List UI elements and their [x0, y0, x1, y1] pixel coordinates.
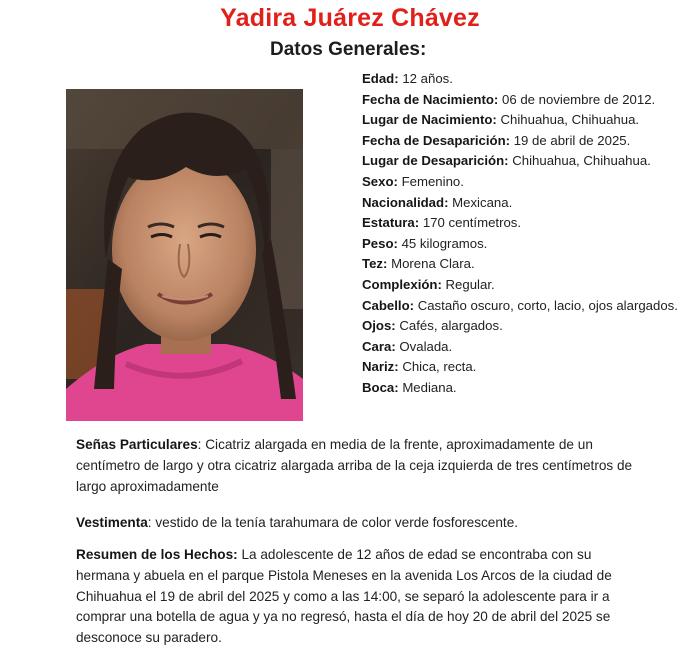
field-label: Cara:: [362, 338, 396, 354]
field-value: Mediana.: [402, 379, 457, 395]
field-row: [362, 110, 692, 131]
incident-summary-label: Resumen de los Hechos:: [76, 547, 238, 562]
clothing-text: : vestido de la tenía tarahumara de color verde fosforescente.: [147, 515, 519, 530]
field-value: Castaño oscuro, corto, lacio, ojos alargados.: [417, 297, 678, 313]
field-value: 170 centímetros.: [422, 215, 522, 231]
field-row: [362, 151, 692, 172]
field-label: Lugar de Nacimiento:: [362, 112, 497, 128]
field-row: [362, 357, 692, 378]
field-label: Nariz:: [362, 359, 399, 375]
field-row: [362, 337, 692, 358]
field-row: [362, 316, 692, 337]
clothing: [76, 513, 636, 534]
field-row: [362, 69, 692, 90]
distinguishing-marks: [76, 435, 636, 497]
field-value: Cafés, alargados.: [399, 318, 503, 334]
field-label: Edad:: [362, 71, 399, 86]
field-row: [362, 172, 692, 193]
field-value: 12 años.: [402, 71, 453, 86]
distinguishing-marks-text: : Cicatriz alargada en media de la frente, aproximadamente de un centímetro de largo y otra cicatriz alargada arriba de la ceja izquierda de tres centímetros de largo aproximadamente: [76, 437, 633, 494]
field-label: Ojos:: [362, 318, 396, 334]
field-value: Chica, recta.: [402, 359, 477, 375]
field-row: [362, 254, 692, 275]
field-label: Peso:: [362, 235, 398, 251]
field-row: [362, 131, 692, 152]
field-label: Boca:: [362, 379, 399, 395]
field-value: 06 de noviembre de 2012.: [501, 91, 656, 107]
field-value: Morena Clara.: [391, 256, 475, 272]
field-value: Ovalada.: [399, 338, 453, 354]
field-row: [362, 90, 692, 111]
incident-summary: [76, 545, 636, 649]
section-title: Datos Generales:: [270, 39, 427, 60]
field-value: Regular.: [445, 276, 495, 292]
field-label: Lugar de Desaparición:: [362, 153, 509, 169]
field-label: Tez:: [362, 256, 388, 272]
distinguishing-marks-label: Señas Particulares: [76, 437, 198, 452]
portrait-photo: [66, 89, 303, 421]
field-label: Complexión:: [362, 276, 442, 292]
field-label: Fecha de Nacimiento:: [362, 91, 499, 107]
person-name: Yadira Juárez Chávez: [220, 4, 480, 32]
field-value: 19 de abril de 2025.: [513, 132, 631, 148]
field-value: Mexicana.: [452, 194, 513, 210]
incident-summary-text: La adolescente de 12 años de edad se encontraba con su hermana y abuela en el parque Pistola Meneses en la avenida Los Arcos de la ciudad de Chihuahua el 19 de abril del 2025 y como a las 14:00, se separó la adolescente para ir a comprar una botella de agua y ya no regresó, hasta el día de hoy 20 de abril del 2025 se desconoce su paradero.: [76, 547, 612, 646]
field-row: [362, 213, 692, 234]
field-row: [362, 378, 692, 399]
field-value: Chihuahua, Chihuahua.: [500, 112, 640, 128]
field-label: Cabello:: [362, 297, 415, 313]
field-label: Sexo:: [362, 173, 398, 189]
clothing-label: Vestimenta: [76, 515, 148, 530]
general-data-list: [362, 69, 692, 399]
field-row: [362, 296, 692, 317]
field-value: 45 kilogramos.: [401, 235, 488, 251]
field-label: Fecha de Desaparición:: [362, 132, 511, 148]
field-value: Femenino.: [401, 173, 464, 189]
field-label: Estatura:: [362, 215, 420, 231]
field-row: [362, 193, 692, 214]
field-row: [362, 234, 692, 255]
field-row: [362, 275, 692, 296]
field-label: Nacionalidad:: [362, 194, 449, 210]
field-value: Chihuahua, Chihuahua.: [512, 153, 651, 169]
